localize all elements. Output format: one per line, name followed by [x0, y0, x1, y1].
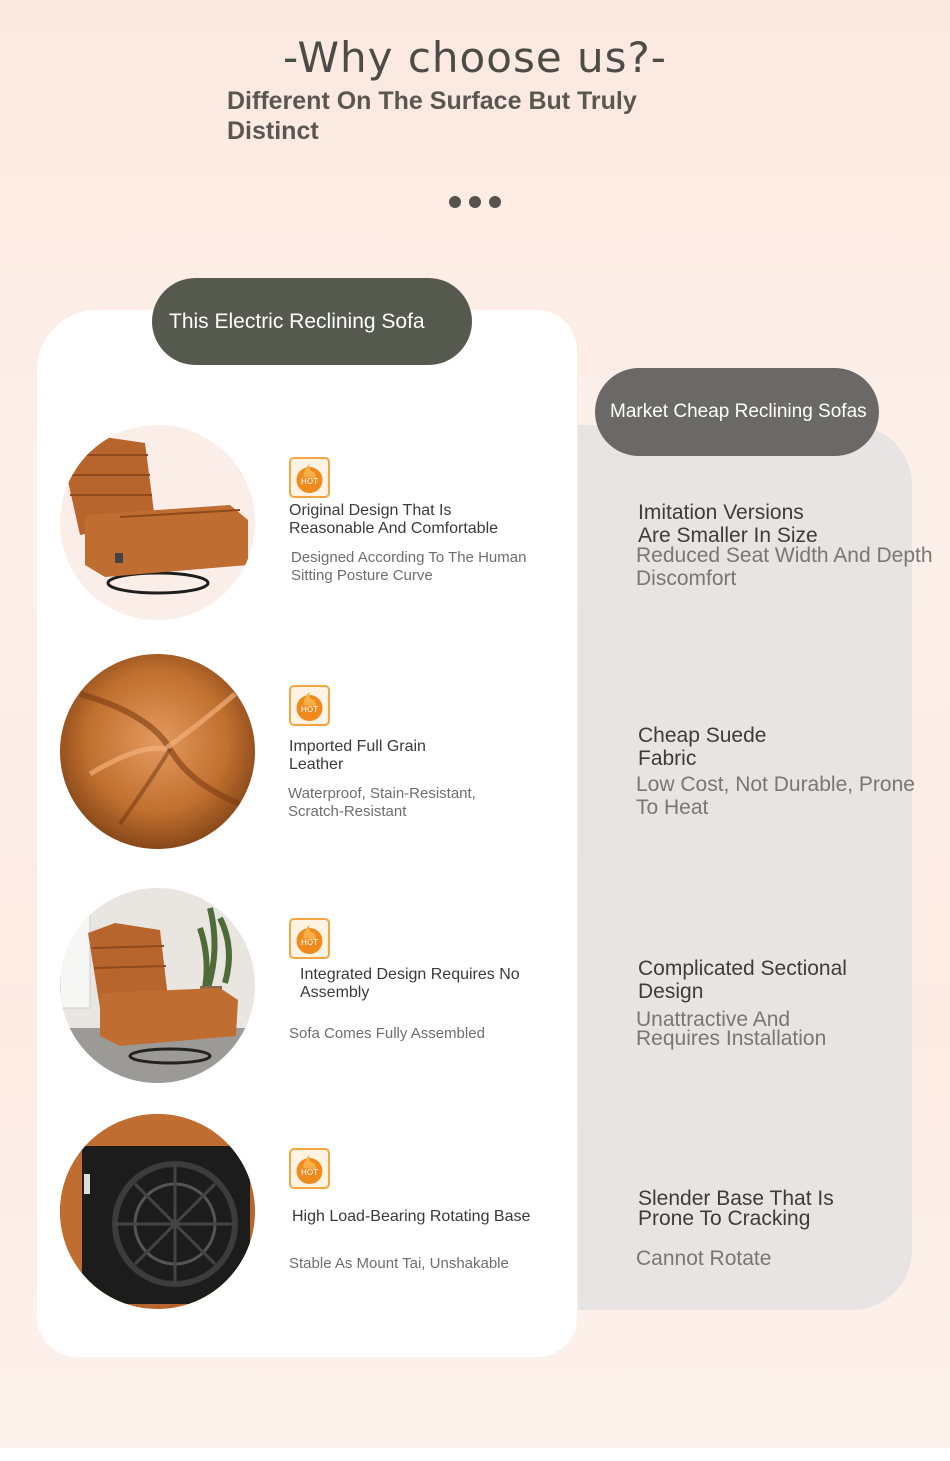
market-item-desc: Reduced Seat Width And Depth Discomfort: [636, 544, 933, 590]
market-item-title: Imitation Versions Are Smaller In Size: [638, 501, 818, 547]
svg-text:HOT: HOT: [300, 938, 319, 947]
hot-flame-icon: [289, 457, 330, 498]
hot-flame-icon: [289, 685, 330, 726]
feature-desc: Sofa Comes Fully Assembled: [289, 1025, 485, 1042]
market-item-title: Complicated Sectional Design: [638, 957, 847, 1003]
feature-title: Original Design That Is Reasonable And Comfortable: [289, 502, 499, 537]
rotating-base-photo: [60, 1114, 255, 1309]
leather-closeup-photo: [60, 654, 255, 849]
market-item-desc: Unattractive And Requires Installation: [636, 1008, 827, 1050]
market-item-desc: Low Cost, Not Durable, Prone To Heat: [636, 773, 915, 819]
armchair-room-photo: [60, 888, 255, 1083]
hot-flame-icon: [289, 918, 330, 959]
feature-title: Imported Full Grain Leather: [289, 738, 426, 773]
feature-desc: Designed According To The Human Sitting Posture Curve: [291, 549, 527, 584]
page-title: -Why choose us?-: [283, 33, 667, 82]
feature-title: High Load-Bearing Rotating Base: [292, 1208, 531, 1225]
svg-text:HOT: HOT: [300, 1168, 319, 1177]
svg-text:HOT: HOT: [300, 477, 319, 486]
hot-flame-icon: [289, 1148, 330, 1189]
our-product-label: This Electric Reclining Sofa: [152, 278, 472, 365]
feature-desc: Stable As Mount Tai, Unshakable: [289, 1255, 509, 1272]
armchair-photo: [60, 425, 255, 620]
feature-desc: Waterproof, Stain-Resistant, Scratch-Resistant: [288, 785, 476, 820]
market-product-label: Market Cheap Reclining Sofas: [595, 368, 879, 456]
market-item-title: Slender Base That Is Prone To Cracking: [638, 1187, 834, 1230]
market-item-title: Cheap Suede Fabric: [638, 724, 767, 770]
feature-title: Integrated Design Requires No Assembly: [300, 966, 520, 1001]
market-item-desc: Cannot Rotate: [636, 1247, 772, 1270]
page-subtitle: Different On The Surface But Truly Distinct: [227, 87, 637, 145]
ellipsis-dots: [449, 196, 501, 208]
bottom-strip: [0, 1448, 950, 1461]
svg-text:HOT: HOT: [300, 705, 319, 714]
